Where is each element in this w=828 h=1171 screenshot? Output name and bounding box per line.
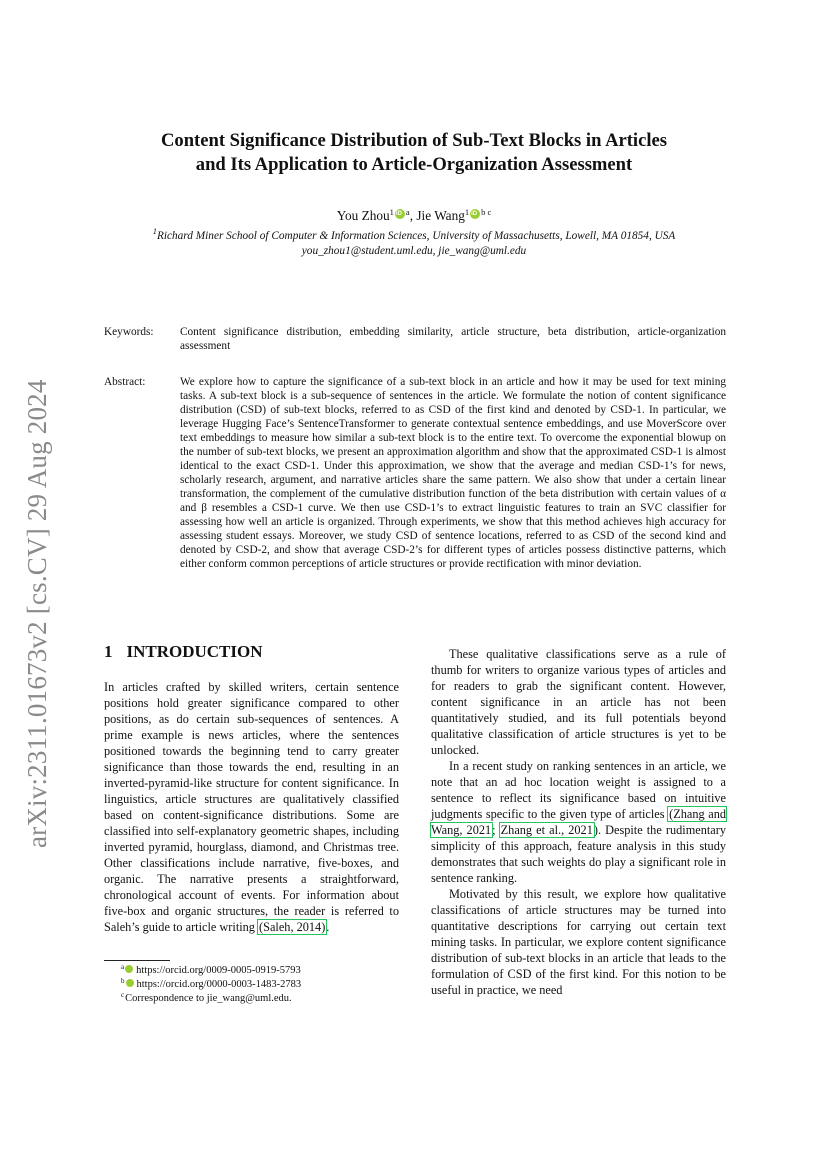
title-line-1: Content Significance Distribution of Sub-Text Blocks in Articles <box>160 130 668 151</box>
keywords-label: Keywords: <box>104 326 154 338</box>
paragraph: These qualitative classifications serve as a rule of thumb for writers to organize various types of articles and for readers to grab the significant content. However, content significance in an article has not been quantitatively studied, and its full potentials beyond qualitative classification of article structures is yet to be unlocked. <box>431 647 726 757</box>
paragraph-text: ). Despite the rudimentary simplicity of this approach, feature analysis in this study demonstrates that such weights do play a significant role in sentence ranking. <box>431 823 726 885</box>
footnote-marker[interactable]: a <box>405 207 410 217</box>
author-name: Jie Wang <box>416 208 465 223</box>
affiliation-marker: 1 <box>389 207 394 217</box>
orcid-icon[interactable] <box>395 209 405 219</box>
footnote-marker: a <box>121 963 125 971</box>
paper-title <box>104 129 724 177</box>
footnote-a <box>121 964 301 978</box>
paragraph <box>431 758 726 886</box>
section-number: 1 <box>104 642 113 661</box>
affiliation-marker: 1 <box>152 226 157 236</box>
author-list <box>104 208 724 224</box>
paragraph-text: . <box>326 920 330 934</box>
footnote-marker[interactable]: b c <box>481 207 492 217</box>
author-separator: , <box>409 208 417 223</box>
paragraph <box>104 679 399 935</box>
footnote-text[interactable]: https://orcid.org/0000-0003-1483-2783 <box>136 979 302 990</box>
footnote-c <box>121 992 301 1006</box>
abstract-text: We explore how to capture the significance of a sub-text block in an article and how it may be used for text mining tasks. A sub-text block is a sub-sequence of sentences in the article. We formulate the notion of content significance distribution (CSD) of sub-text blocks, referred to as CSD of the first kind and denoted by CSD-1. In particular, we leverage Hugging Face’s SentenceTransformer to generate contextual sentence embeddings, and use MoverScore over text embeddings to measure how similar a sub-text block is to the entire text. To overcome the exponential blowup on the number of sub-text blocks, we present an approximation algorithm and show that the approximated CSD-1 is almost identical to the exact CSD-1. Under this approximation, we show that the average and median CSD-1’s for news, scholarly research, argument, and narrative articles share the same pattern. We also show that under a certain linear transformation, the complement of the cumulative distribution function of the beta distribution with certain values of α and β resembles a CSD-1 curve. We then use CSD-1’s to extract linguistic features to train an SVC classifier for assessing how well an article is organized. Through experiments, we show that this method achieves high accuracy for assessing student essays. Moreover, we study CSD of sentence locations, referred to as CSD of the second kind and denoted by CSD-2, and show that average CSD-2’s for different types of articles possess distinctive patterns, which either conform common perceptions of article structures or provide rectification with minor deviation. <box>180 376 726 570</box>
section-heading <box>104 642 263 662</box>
arxiv-identifier: arXiv:2311.01673v2 [cs.CV] 29 Aug 2024 <box>22 379 52 848</box>
orcid-icon <box>126 979 134 987</box>
paragraph: Motivated by this result, we explore how qualitative classifications of article structures may be turned into quantitative descriptions for carrying out certain text mining tasks. In particular, we explore content significance distribution of sub-text blocks in an article that leads to the formulation of CSD of the first kind. For this notion to be useful in practice, we need <box>431 887 726 997</box>
affiliation-marker: 1 <box>464 207 470 217</box>
footnote-b <box>121 978 301 992</box>
affiliation-block <box>104 226 724 258</box>
paragraph-text: In articles crafted by skilled writers, certain sentence positions hold greater significance compared to other positions, as do certain sub-sequences of sentences. A prime example is news articles, where the sentences positioned towards the beginning tend to carry greater significance than those towards the end, resulting in an inverted-pyramid-like structure for content significance. In linguistics, article structures are qualitatively classified based on content-significance distributions. Some are classified into self-explanatory geometric shapes, including inverted pyramid, hourglass, diamond, and Christmas tree. Other classifications include narrative, five-boxes, and organic. The narrative presents a straightforward, chronological account of events. For information about five-box and organic structures, the reader is referred to Saleh’s guide to article writing <box>104 680 399 934</box>
footnote-divider <box>104 960 170 961</box>
paragraph-text: In a recent study on ranking sentences in an article, we note that an ad hoc location weight is assigned to a sentence to reflect its significance based on intuitive judgments specific to the given type of articles <box>431 759 726 821</box>
citation-link[interactable]: Zhang et al., 2021 <box>500 823 593 837</box>
orcid-icon[interactable] <box>470 209 480 219</box>
section-title: INTRODUCTION <box>126 642 263 661</box>
affiliation: Richard Miner School of Computer & Information Sciences, University of Massachusetts, Lowell, MA 01854, USA <box>156 230 676 242</box>
body-column-left <box>104 679 399 935</box>
footnote-text[interactable]: https://orcid.org/0009-0005-0919-5793 <box>136 965 301 976</box>
footnote-marker: c <box>121 991 125 999</box>
abstract-label: Abstract: <box>104 376 146 388</box>
keywords-text: Content significance distribution, embedding similarity, article structure, beta distribution, article-organization assessment <box>180 326 726 352</box>
footnotes <box>121 964 301 1006</box>
footnote-marker: b <box>121 977 125 985</box>
citation-separator: ; <box>492 823 500 837</box>
author-name: You Zhou <box>336 208 390 223</box>
body-column-right <box>431 646 726 998</box>
orcid-icon <box>125 965 133 973</box>
title-line-2: and Its Application to Article-Organization Assessment <box>195 154 633 175</box>
citation-link[interactable]: (Saleh, 2014) <box>259 920 326 934</box>
citation-link[interactable]: (Zhang and Wang, 2021 <box>431 807 727 837</box>
footnote-text: Correspondence to jie_wang@uml.edu. <box>125 993 292 1004</box>
author-emails: you_zhou1@student.uml.edu, jie_wang@uml.edu <box>301 244 527 257</box>
